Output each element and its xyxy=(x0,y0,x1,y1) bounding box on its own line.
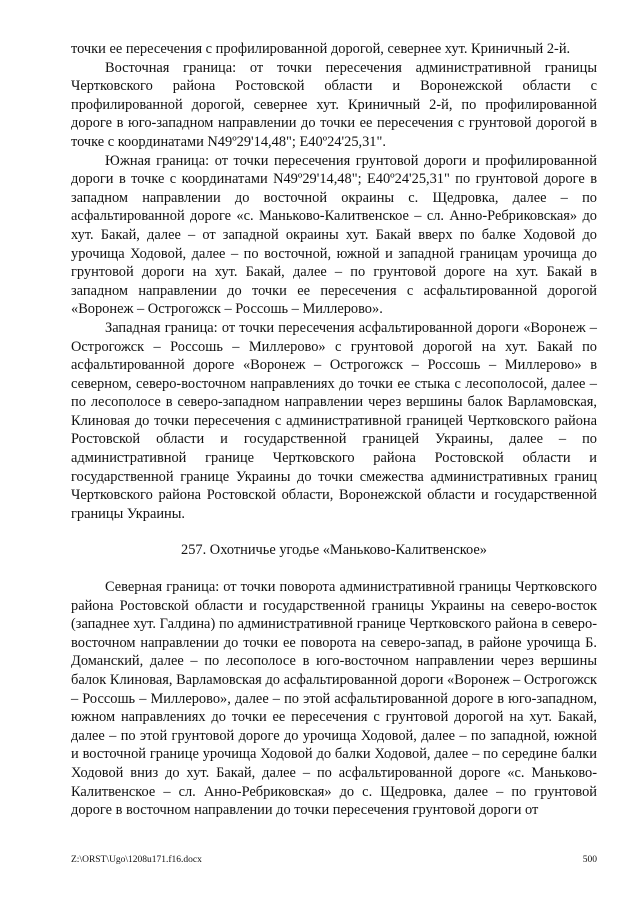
document-body xyxy=(71,40,597,820)
footer-file-path: Z:\ORST\Ugo\1208u171.f16.docx xyxy=(71,855,202,865)
footer-page-number: 500 xyxy=(582,855,597,865)
paragraph-continuation: точки ее пересечения с профилированной дорогой, севернее хут. Криничный 2-й. xyxy=(71,41,571,57)
section-heading: 257. Охотничье угодье «Маньково-Калитвенское» xyxy=(181,542,487,559)
paragraph-northern-border: Северная граница: от точки поворота административной границы Чертковского района Ростовской области и государственной границы Украины на северо-восток (западнее хут. Галдина) по административной границе Чертковского района в северо-восточном направлении до точки ее поворота на северо-запад, в районе урочища Б. Доманский, далее – по лесополосе в юго-восточном направлении через вершины балок Клиновая, Варламовская до асфальтированной дороги «Воронеж – Острогожск – Россошь – Миллерово», далее – по этой асфальтированной дороге в юго-западном, южном направлениях до точки ее пересечения с грунтовой дорогой на хут. Бакай, далее – по этой грунтовой дороге до урочища Ходовой, далее – по западной, южной и восточной границе урочища Ходовой до балки Ходовой, далее – по середине балки Ходовой вниз до хут. Бакай, далее – по асфальтированной дороге «с. Маньково-Калитвенское – сл. Анно-Ребриковская» до с. Щедровка, далее – по грунтовой дороге в восточном направлении до точки пересечения грунтовой дороги от xyxy=(71,579,597,819)
paragraph-eastern-border: Восточная граница: от точки пересечения административной границы Чертковского района Ростовской области и Воронежской области с профилированной дорогой, севернее хут. Криничный 2-й, по профилированной дороге в юго-западном направлении до точки ее пересечения с грунтовой дорогой в точке с координатами N49º29'14,48"; E40º24'25,31". xyxy=(71,59,597,150)
paragraph-southern-border: Южная граница: от точки пересечения грунтовой дороги и профилированной дороги в точке с координатами N49º29'14,48"; E40º24'25,31" по грунтовой дороге в западном направлении до восточной окраины с. Щедровка, далее – по асфальтированной дороге «с. Маньково-Калитвенское – сл. Анно-Ребриковская» до хут. Бакай, далее – от западной окраины хут. Бакай вверх по балке Ходовой до урочища Ходовой, далее – по восточной, южной и западной границам урочища до грунтовой дороги на хут. Бакай, далее – по грунтовой дороге на хут. Бакай в западном направлении до точки ее пересечения с асфальтированной дорогой «Воронеж – Острогожск – Россошь – Миллерово». xyxy=(71,152,597,318)
paragraph-western-border: Западная граница: от точки пересечения асфальтированной дороги «Воронеж – Острогожск – Россошь – Миллерово» с грунтовой дорогой на хут. Бакай по асфальтированной дороге «Воронеж – Острогожск – Россошь – Миллерово» в северном, северо-восточном направлениях до точки ее стыка с лесополосой, далее – по лесополосе в северо-западном направлении через вершины балок Варламовская, Клиновая до точки пересечения с административной границей Чертковского района Ростовской области и государственной границей Украины, далее – по административной границе Чертковского района Ростовской области и государственной границе Украины до точки смежества административных границ Чертковского района Ростовской области, Воронежской области и государственной границы Украины. xyxy=(71,319,597,522)
